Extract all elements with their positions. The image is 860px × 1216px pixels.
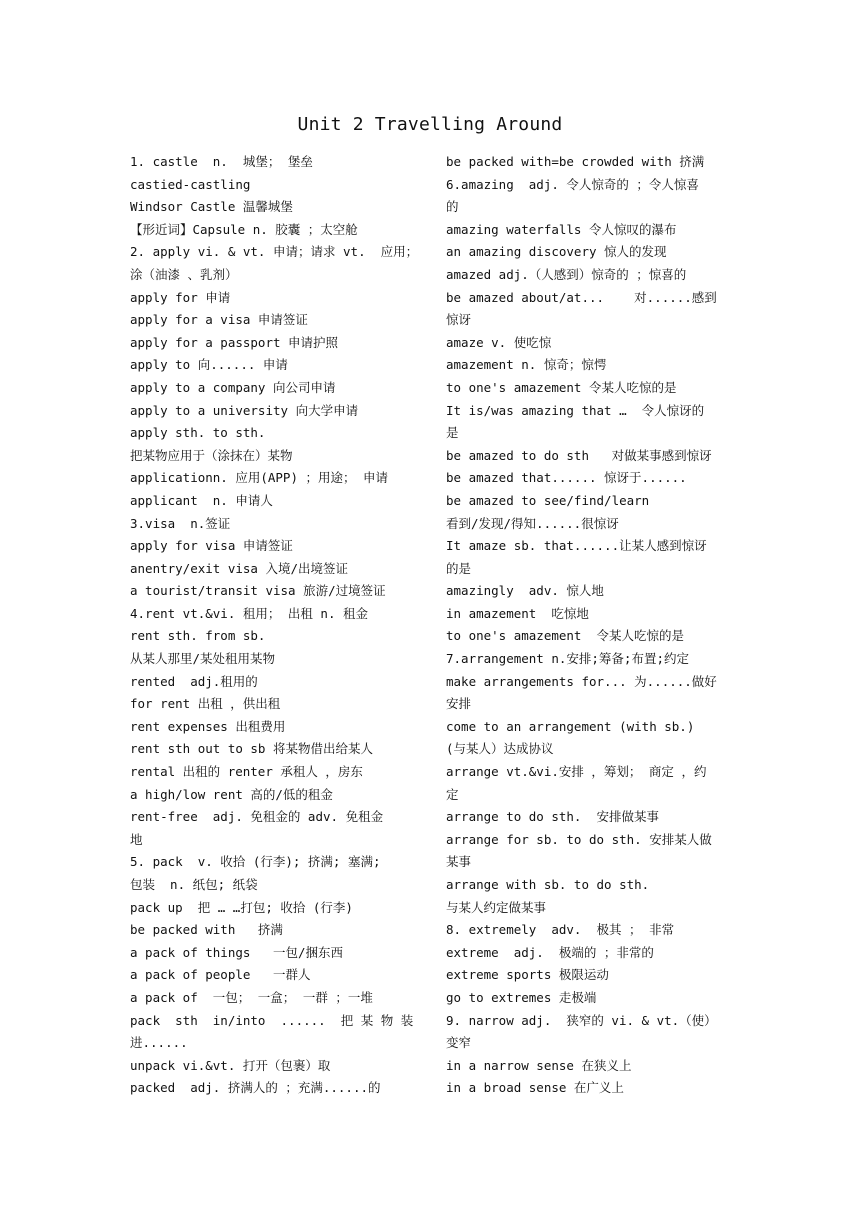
text-line: a high/low rent 高的/低的租金: [130, 786, 333, 802]
text-line: 安排: [446, 696, 472, 712]
text-line: a pack of 一包； 一盒； 一群 ；一堆: [130, 989, 373, 1005]
text-line: apply to 向...... 申请: [130, 357, 288, 373]
text-line: rent sth out to sb 将某物借出给某人: [130, 741, 373, 757]
text-line: 某事: [446, 854, 472, 870]
text-line: apply to a company 向公司申请: [130, 379, 336, 395]
text-line: 包装 n. 纸包; 纸袋: [130, 877, 258, 892]
text-line: amaze v. 使吃惊: [446, 334, 552, 350]
text-line: apply sth. to sth.: [130, 425, 266, 441]
text-line: apply for a passport 申请护照: [130, 334, 339, 350]
text-line: 9. narrow adj. 狭窄的 vi. & vt.（使）: [446, 1012, 717, 1028]
text-line: in a narrow sense 在狭义上: [446, 1057, 632, 1073]
text-line: 地: [130, 831, 143, 847]
right-column: [446, 151, 734, 1100]
text-line: 从某人那里/某处租用某物: [130, 651, 276, 667]
text-line: 把某物应用于（涂抹在）某物: [130, 447, 293, 463]
page-title: Unit 2 Travelling Around: [297, 114, 563, 135]
text-line: 7.arrangement n.安排;筹备;布置;约定: [446, 651, 689, 667]
left-column: [130, 151, 418, 1100]
text-line: arrange for sb. to do sth. 安排某人做: [446, 831, 712, 847]
text-line: to one's amazement 令某人吃惊的是: [446, 628, 685, 644]
text-line: an amazing discovery 惊人的发现: [446, 244, 667, 260]
text-line: apply for a visa 申请签证: [130, 312, 308, 328]
text-line: 5. pack v. 收拾 (行李); 挤满; 塞满;: [130, 854, 381, 870]
text-line: 6.amazing adj. 令人惊奇的 ；令人惊喜: [446, 176, 699, 192]
text-line: to one's amazement 令某人吃惊的是: [446, 379, 677, 395]
text-line: 2. apply vi. & vt. 申请；请求 vt. 应用；: [130, 244, 418, 260]
text-line: applicationn. 应用(APP) ；用途； 申请: [130, 470, 389, 486]
text-line: Windsor Castle 温馨城堡: [130, 199, 293, 215]
text-line: unpack vi.&vt. 打开（包裹）取: [130, 1057, 331, 1073]
text-line: rent-free adj. 免租金的 adv. 免租金: [130, 809, 384, 825]
text-line: applicant n. 申请人: [130, 492, 273, 508]
text-line: arrange with sb. to do sth.: [446, 877, 650, 892]
text-line: 与某人约定做某事: [446, 899, 547, 915]
text-line: make arrangements for... 为......做好: [446, 673, 717, 689]
text-line: apply to a university 向大学申请: [130, 402, 359, 418]
text-line: 【形近词】Capsule n. 胶囊 ；太空舱: [130, 221, 358, 237]
text-line: apply for visa 申请签证: [130, 538, 293, 554]
text-line: amazing waterfalls 令人惊叹的瀑布: [446, 221, 677, 237]
text-line: 4.rent vt.&vi. 租用； 出租 n. 租金: [130, 605, 369, 621]
text-line: pack up 把 … …打包; 收拾 (行李): [130, 899, 353, 915]
text-line: 看到/发现/得知......很惊讶: [446, 515, 619, 531]
text-line: rent expenses 出租费用: [130, 718, 286, 734]
text-line: 涂（油漆 、乳剂）: [130, 266, 238, 282]
text-line: 3.visa n.签证: [130, 515, 231, 531]
text-line: in amazement 吃惊地: [446, 605, 589, 621]
text-line: for rent 出租 ，供出租: [130, 696, 281, 712]
text-line: 变窄: [446, 1035, 472, 1051]
text-line: go to extremes 走极端: [446, 989, 597, 1005]
text-line: be packed with=be crowded with 挤满: [446, 154, 705, 169]
text-line: be amazed that...... 惊讶于......: [446, 470, 687, 486]
text-line: a tourist/transit visa 旅游/过境签证: [130, 583, 386, 599]
text-line: 是: [446, 425, 459, 441]
text-line: pack sth in/into ...... 把 某 物 装: [130, 1012, 414, 1028]
text-line: be amazed to do sth 对做某事感到惊讶: [446, 447, 712, 463]
text-line: apply for 申请: [130, 289, 231, 305]
text-line: packed adj. 挤满人的 ；充满......的: [130, 1080, 381, 1096]
text-line: 的是: [446, 560, 472, 576]
text-line: rent sth. from sb.: [130, 628, 266, 644]
text-line: 的: [446, 199, 459, 215]
text-line: 惊讶: [446, 312, 472, 328]
text-line: extreme sports 极限运动: [446, 967, 609, 983]
text-line: come to an arrangement (with sb.): [446, 718, 695, 734]
text-line: rental 出租的 renter 承租人 ，房东: [130, 764, 363, 780]
text-line: It is/was amazing that … 令人惊讶的: [446, 402, 705, 418]
text-line: castied-castling: [130, 176, 251, 192]
text-line: arrange to do sth. 安排做某事: [446, 809, 660, 825]
text-line: 8. extremely adv. 极其 ； 非常: [446, 922, 675, 938]
text-line: amazed adj.（人感到）惊奇的 ；惊喜的: [446, 266, 687, 282]
text-line: a pack of people 一群人: [130, 967, 311, 983]
text-line: amazingly adv. 惊人地: [446, 583, 604, 599]
text-line: arrange vt.&vi.安排 ，筹划； 商定 ，约: [446, 764, 707, 780]
text-line: be amazed to see/find/learn: [446, 492, 650, 508]
text-line: 1. castle n. 城堡； 堡垒: [130, 154, 313, 169]
text-line: 进......: [130, 1035, 188, 1051]
text-line: (与某人）达成协议: [446, 741, 554, 757]
text-line: extreme adj. 极端的 ；非常的: [446, 944, 654, 960]
text-line: in a broad sense 在广义上: [446, 1080, 624, 1096]
text-line: be packed with 挤满: [130, 922, 283, 938]
text-line: rented adj.租用的: [130, 673, 258, 689]
text-line: amazement n. 惊奇；惊愕: [446, 357, 607, 373]
text-line: a pack of things 一包/捆东西: [130, 944, 344, 960]
text-line: It amaze sb. that......让某人感到惊讶: [446, 538, 707, 554]
text-line: 定: [446, 786, 459, 802]
text-line: be amazed about/at... 对......感到: [446, 289, 717, 305]
text-line: anentry/exit visa 入境/出境签证: [130, 560, 348, 576]
